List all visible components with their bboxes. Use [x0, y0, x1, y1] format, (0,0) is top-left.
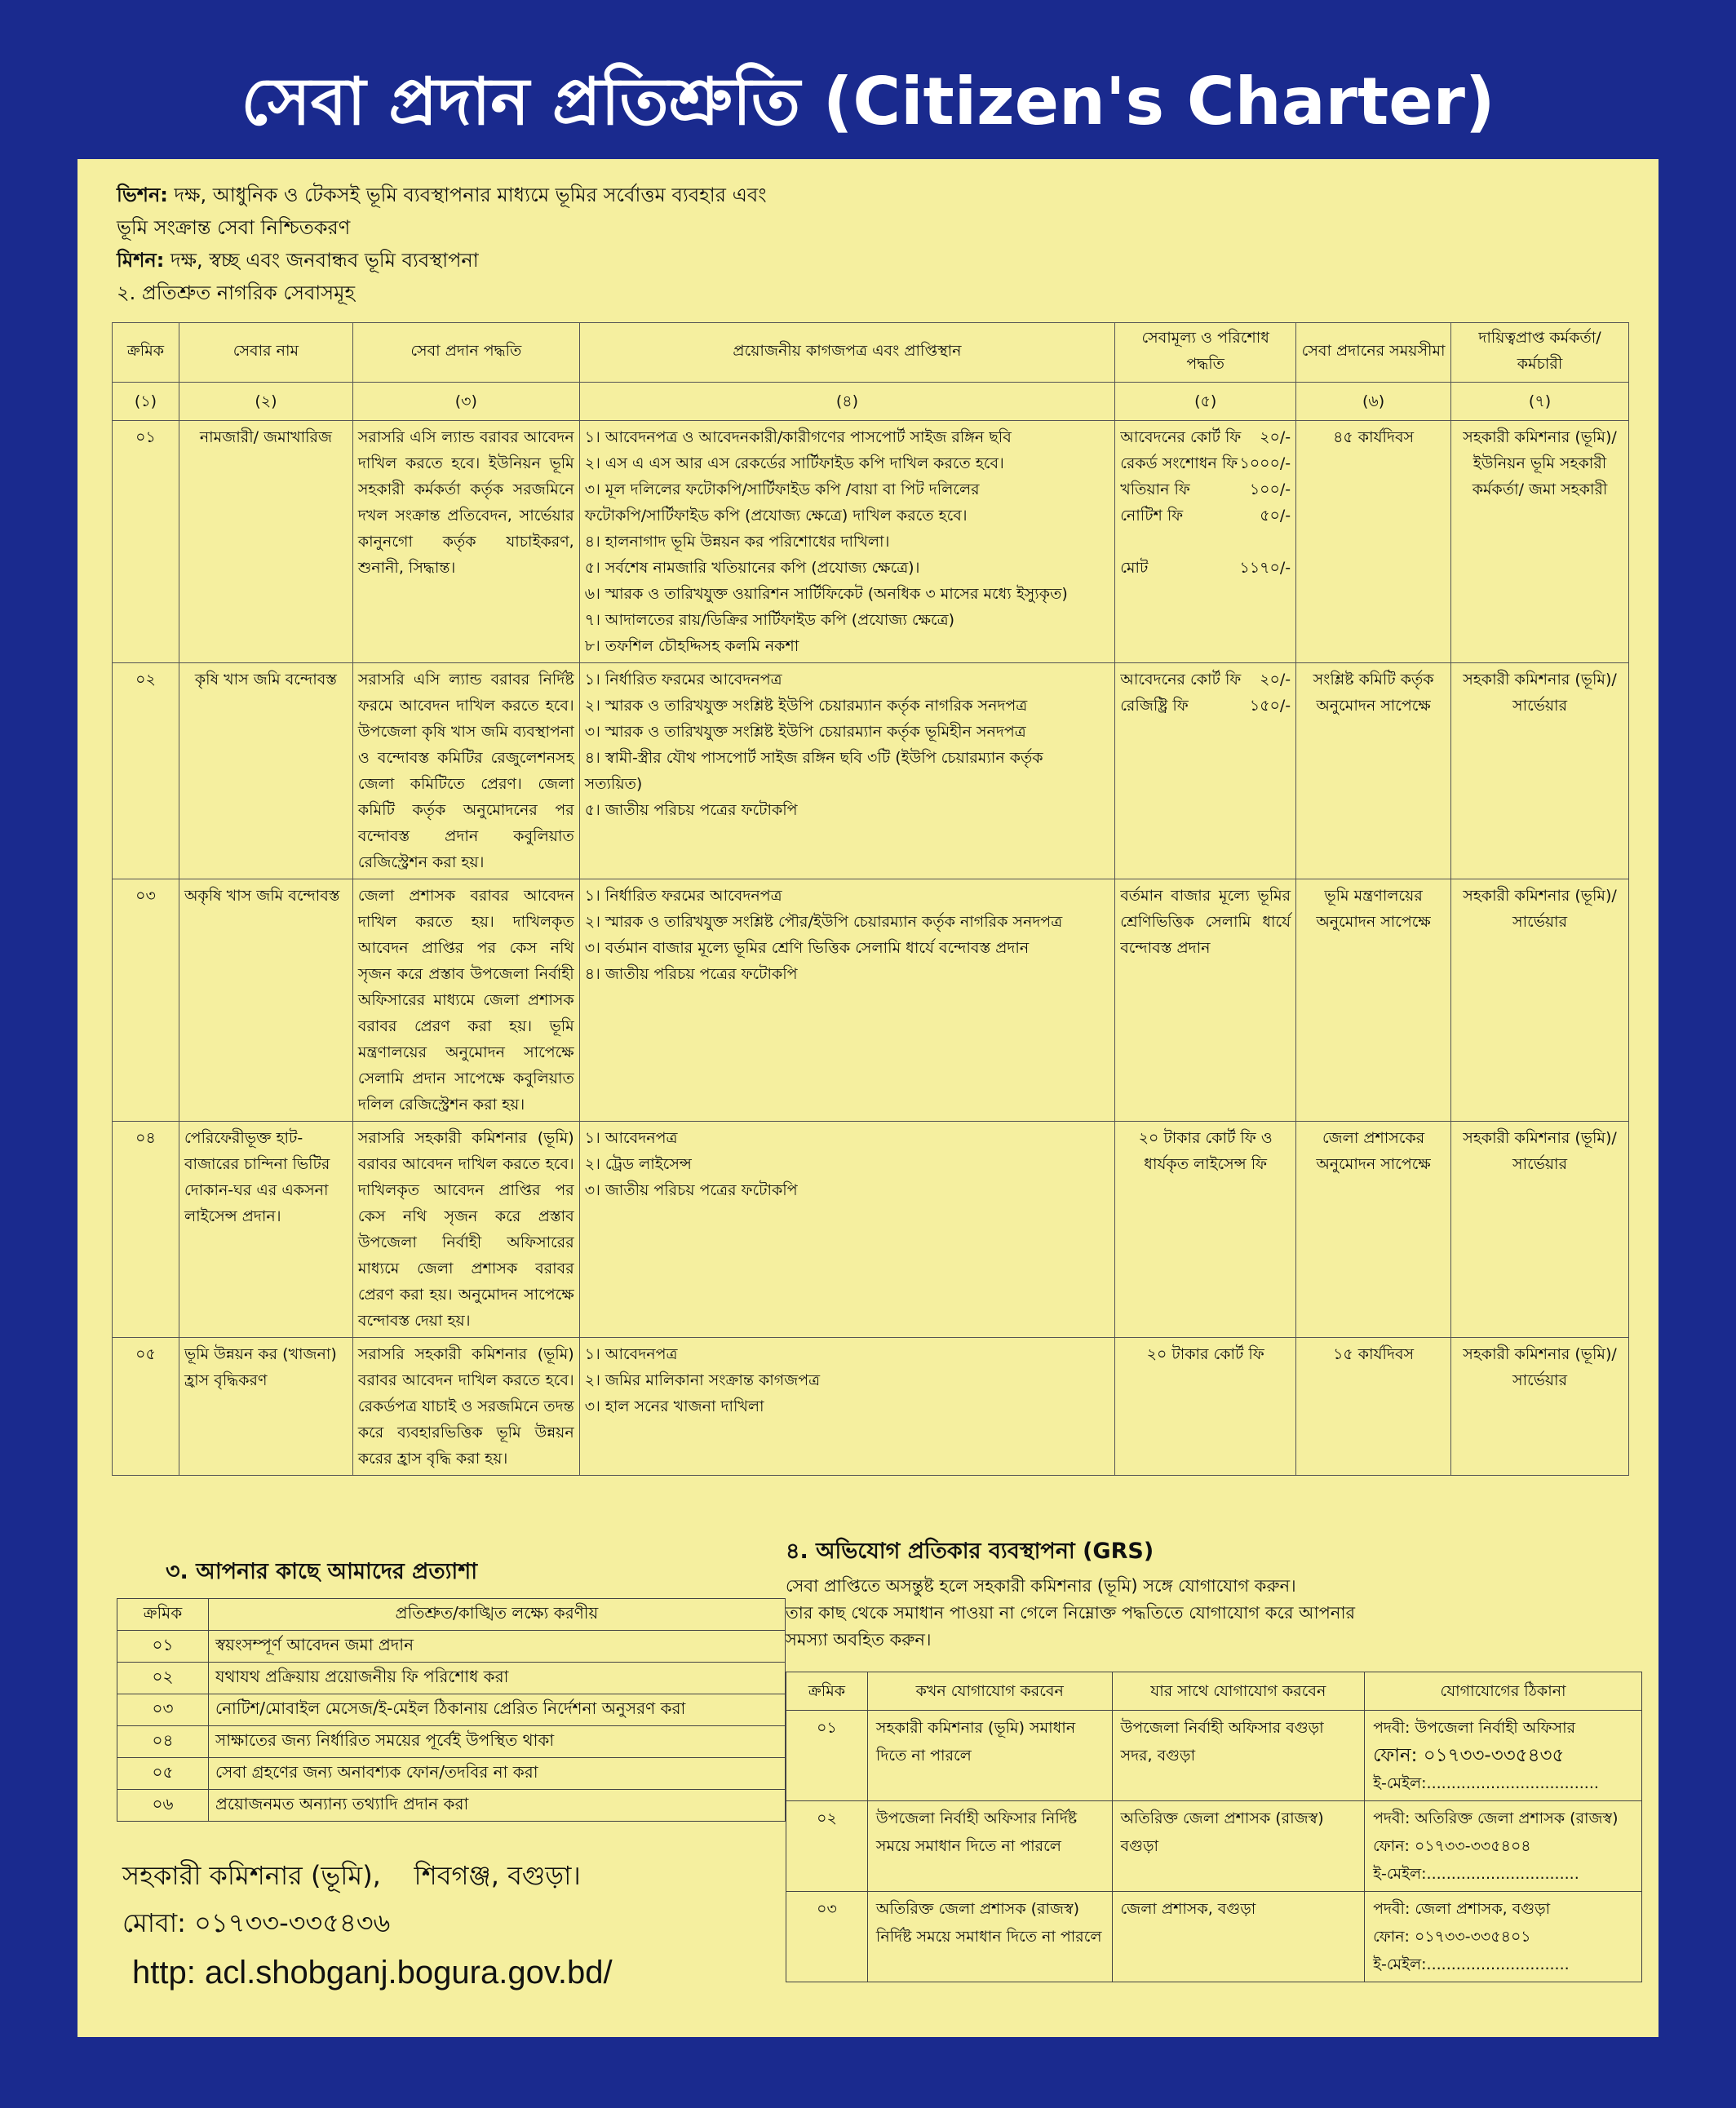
header-docs: প্রয়োজনীয় কাগজপত্র এবং প্রাপ্তিস্থান: [579, 323, 1115, 383]
doc-item: ২। এস এ এস আর এস রেকর্ডের সার্টিফাইড কপি দাখিল করতে হবে।: [584, 454, 1004, 472]
service-time: জেলা প্রশাসকের অনুমোদন সাপেক্ষে: [1296, 1122, 1451, 1338]
expectation-row: [117, 1694, 786, 1726]
expectation-text: যথাযথ প্রক্রিয়ায় প্রয়োজনীয় ফি পরিশোধ করা: [209, 1663, 786, 1694]
fee-label: মোট: [1120, 559, 1149, 577]
header-time: সেবা প্রদানের সময়সীমা: [1296, 323, 1451, 383]
service-method: জেলা প্রশাসক বরাবর আবেদন দাখিল করতে হয়। দাখিলকৃত আবেদন প্রাপ্তির পর কেস নথি সৃজন করে প্রস্তাব উপজেলা নির্বাহী অফিসারের মাধ্যমে জেলা প্রশাসক বরাবর প্রেরণ করা হয়। ভূমি মন্ত্রণালয়ের অনুমোদন সাপেক্ষে সেলামি প্রদান সাপেক্ষে কবুলিয়াত দলিল রেজিস্ট্রেশন করা হয়।: [352, 879, 579, 1122]
service-officer: সহকারী কমিশনার (ভূমি)/ সার্ভেয়ার: [1451, 1338, 1629, 1476]
doc-item: ১। নির্ধারিত ফরমের আবেদনপত্র: [584, 671, 782, 689]
grs-row: [786, 1892, 1642, 1982]
fee-item: [1120, 503, 1291, 529]
doc-item: ৫। সর্বশেষ নামজারি খতিয়ানের কপি (প্রযোজ্য ক্ষেত্রে)।: [584, 559, 920, 577]
service-name: ভূমি উন্নয়ন কর (খাজনা) হ্রাস বৃদ্ধিকরণ: [179, 1338, 352, 1476]
grs-whom: জেলা প্রশাসক, বগুড়া: [1112, 1892, 1365, 1982]
fee-amount: ১১৭০/-: [1239, 559, 1291, 577]
fee-text: ২০ টাকার কোর্ট ফি ও ধার্যকৃত লাইসেন্স ফি: [1138, 1129, 1273, 1173]
grs-row: [786, 1801, 1642, 1892]
expectation-sl: ০১: [117, 1631, 209, 1663]
grs-desc-line: সেবা প্রাপ্তিতে অসন্তুষ্ট হলে সহকারী কমিশনার (ভূমি) সঙ্গে যোগাযোগ করুন।: [786, 1576, 1296, 1596]
page-title: সেবা প্রদান প্রতিশ্রুতি (Citizen's Charter): [241, 64, 1495, 140]
col-number: (৪): [579, 383, 1115, 421]
service-fee: [1115, 879, 1296, 1122]
fee-item: [1120, 424, 1291, 450]
mission-line: [117, 244, 1626, 277]
grs-title: ৪. অভিযোগ প্রতিকার ব্যবস্থাপনা (GRS): [786, 1539, 1154, 1564]
grs-table: [786, 1672, 1642, 1982]
expectation-sl: ০৫: [117, 1758, 209, 1790]
mission-text: দক্ষ, স্বচ্ছ এবং জনবান্ধব ভূমি ব্যবস্থাপনা: [164, 249, 479, 272]
service-docs: [579, 1122, 1115, 1338]
service-officer: সহকারী কমিশনার (ভূমি)/ ইউনিয়ন ভূমি সহকারী কর্মকর্তা/ জমা সহকারী: [1451, 421, 1629, 663]
fee-amount: ১৫০/-: [1249, 697, 1291, 715]
col-number: (৩): [352, 383, 579, 421]
expectation-text: সেবা গ্রহণের জন্য অনাবশ্যক ফোন/তদবির না করা: [209, 1758, 786, 1790]
header-fee: সেবামূল্য ও পরিশোধ পদ্ধতি: [1115, 323, 1296, 383]
grs-whom: অতিরিক্ত জেলা প্রশাসক (রাজস্ব) বগুড়া: [1112, 1801, 1365, 1892]
service-name: কৃষি খাস জমি বন্দোবস্ত: [179, 663, 352, 879]
grs-when: অতিরিক্ত জেলা প্রশাসক (রাজস্ব) নির্দিষ্ট সময়ে সমাধান দিতে না পারলে: [867, 1892, 1112, 1982]
service-method: সরাসরি এসি ল্যান্ড বরাবর নির্দিষ্ট ফরমে আবেদন দাখিল করতে হবে। উপজেলা কৃষি খাস জমি ব্যবস্থাপনা ও বন্দোবস্ত কমিটির রেজুলেশনসহ জেলা কমিটিতে প্রেরণ। জেলা কমিটি কর্তৃক অনুমোদনের পর বন্দোবস্ত প্রদান কবুলিয়াত রেজিস্ট্রেশন করা হয়।: [352, 663, 579, 879]
service-name: অকৃষি খাস জমি বন্দোবস্ত: [179, 879, 352, 1122]
services-table: [112, 322, 1629, 1476]
grs-whom: উপজেলা নির্বাহী অফিসার বগুড়া সদর, বগুড়া: [1112, 1711, 1365, 1801]
mission-label: মিশন:: [117, 249, 165, 272]
vision-text: দক্ষ, আধুনিক ও টেকসই ভূমি ব্যবস্থাপনার মাধ্যমে ভূমির সর্বোত্তম ব্যবহার এবং: [167, 184, 767, 206]
service-row: [113, 1338, 1629, 1476]
doc-item: ১। নির্ধারিত ফরমের আবেদনপত্র: [584, 887, 782, 905]
service-method: সরাসরি সহকারী কমিশনার (ভূমি) বরাবর আবেদন দাখিল করতে হবে। রেকর্ডপত্র যাচাই ও সরজমিনে তদন্ত করে ব্যবহারভিত্তিক ভূমি উন্নয়ন করের হ্রাস বৃদ্ধি করা হয়।: [352, 1338, 579, 1476]
service-name: নামজারী/ জমাখারিজ: [179, 421, 352, 663]
header-sl: ক্রমিক: [113, 323, 179, 383]
vision-line: [117, 179, 1626, 211]
expectation-row: [117, 1726, 786, 1758]
expectation-row: [117, 1631, 786, 1663]
fee-item: [1120, 529, 1291, 555]
grs-address: [1365, 1801, 1642, 1892]
service-time: ৪৫ কার্যদিবস: [1296, 421, 1451, 663]
fee-label: রেজিষ্ট্রি ফি: [1120, 697, 1189, 715]
grs-sl: ০২: [786, 1801, 868, 1892]
doc-item: সত্যয়িত): [584, 775, 643, 793]
fee-label: খতিয়ান ফি: [1120, 480, 1190, 498]
fee-label: আবেদনের কোর্ট ফি: [1120, 671, 1242, 689]
grs-phone: ফোন: ০১৭৩৩-৩৩৫৪৩৫: [1373, 1745, 1565, 1766]
doc-item: ২। স্মারক ও তারিখযুক্ত সংশ্লিষ্ট পৌর/ইউপি চেয়ারম্যান কর্তৃক নাগরিক সনদপত্র: [584, 913, 1063, 931]
services-header-row: [113, 323, 1629, 383]
doc-item: ১। আবেদনপত্র: [584, 1345, 678, 1363]
column-number-row: [113, 383, 1629, 421]
header-method: সেবা প্রদান পদ্ধতি: [352, 323, 579, 383]
office-mobile: মোবা: ০১৭৩৩-৩৩৫৪৩৬: [122, 1907, 391, 1938]
service-method: সরাসরি সহকারী কমিশনার (ভূমি) বরাবর আবেদন দাখিল করতে হবে। দাখিলকৃত আবেদন প্রাপ্তির পর কেস নথি সৃজন করে প্রস্তাব উপজেলা নির্বাহী অফিসারের মাধ্যমে জেলা প্রশাসক বরাবর প্রেরণ করা হয়। অনুমোদন সাপেক্ষে বন্দোবস্ত দেয়া হয়।: [352, 1122, 579, 1338]
service-row: [113, 879, 1629, 1122]
vision-line-2: ভূমি সংক্রান্ত সেবা নিশ্চিতকরণ: [117, 216, 351, 239]
fee-label: নোটিশ ফি: [1120, 507, 1184, 525]
header-action: প্রতিশ্রুত/কাঙ্খিত লক্ষ্যে করণীয়: [209, 1599, 786, 1631]
doc-item: ৩। হাল সনের খাজনা দাখিলা: [584, 1397, 764, 1415]
doc-item: ২। স্মারক ও তারিখযুক্ত সংশ্লিষ্ট ইউপি চেয়ারম্যান কর্তৃক নাগরিক সনদপত্র: [584, 697, 1028, 715]
fee-item: [1120, 693, 1291, 719]
fee-label: রেকর্ড সংশোধন ফি: [1120, 454, 1238, 472]
expectation-sl: ০৪: [117, 1726, 209, 1758]
service-fee: [1115, 1122, 1296, 1338]
grs-address: [1365, 1892, 1642, 1982]
header-sl: ক্রমিক: [786, 1672, 868, 1711]
header-when: কখন যোগাযোগ করবেন: [867, 1672, 1112, 1711]
doc-item: ৪। স্বামী-স্ত্রীর যৌথ পাসপোর্ট সাইজ রঙ্গিন ছবি ৩টি (ইউপি চেয়ারম্যান কর্তৃক: [584, 749, 1043, 767]
grs-sl: ০৩: [786, 1892, 868, 1982]
service-time: সংশ্লিষ্ট কমিটি কর্তৃক অনুমোদন সাপেক্ষে: [1296, 663, 1451, 879]
fee-amount: ২০/-: [1260, 428, 1291, 446]
expectation-text: প্রয়োজনমত অন্যান্য তথ্যাদি প্রদান করা: [209, 1790, 786, 1822]
col-number: (৬): [1296, 383, 1451, 421]
doc-item: ৪। হালনাগাদ ভূমি উন্নয়ন কর পরিশোধের দাখিলা।: [584, 533, 890, 551]
expectations-section: [117, 1554, 818, 1822]
fee-label: আবেদনের কোর্ট ফি: [1120, 428, 1242, 446]
grs-designation: পদবী: জেলা প্রশাসক, বগুড়া: [1373, 1900, 1551, 1918]
doc-item: ৮। তফশিল চৌহদ্দিসহ কলমি নকশা: [584, 637, 799, 655]
doc-item: ৪। জাতীয় পরিচয় পত্রের ফটোকপি: [584, 965, 798, 983]
doc-item: ১। আবেদনপত্র ও আবেদনকারী/কারীগণের পাসপোর্ট সাইজ রঙ্গিন ছবি: [584, 428, 1012, 446]
col-number: (২): [179, 383, 352, 421]
grs-when: সহকারী কমিশনার (ভূমি) সমাধান দিতে না পারলে: [867, 1711, 1112, 1801]
col-number: (১): [113, 383, 179, 421]
doc-item: ৩। জাতীয় পরিচয় পত্রের ফটোকপি: [584, 1181, 798, 1199]
doc-item: ৬। স্মারক ও তারিখযুক্ত ওয়ারিশন সার্টিফিকেট (অনধিক ৩ মাসের মধ্যে ইস্যুকৃত): [584, 585, 1068, 603]
doc-item: ৩। মূল দলিলের ফটোকপি/সার্টিফাইড কপি /বায়া বা পিট দলিলের: [584, 480, 980, 498]
expectation-sl: ০৬: [117, 1790, 209, 1822]
doc-item: ৫। জাতীয় পরিচয় পত্রের ফটোকপি: [584, 801, 798, 819]
expectation-row: [117, 1758, 786, 1790]
grs-header-row: [786, 1672, 1642, 1711]
col-number: (৫): [1115, 383, 1296, 421]
grs-sl: ০১: [786, 1711, 868, 1801]
service-fee: [1115, 1338, 1296, 1476]
grs-email: ই-মেইল:...............................: [1373, 1865, 1579, 1883]
service-row: [113, 421, 1629, 663]
grs-description: [786, 1573, 1626, 1654]
doc-item: ২। ট্রেড লাইসেন্স: [584, 1155, 692, 1173]
service-fee: [1115, 421, 1296, 663]
service-row: [113, 663, 1629, 879]
doc-item: ২। জমির মালিকানা সংক্রান্ত কাগজপত্র: [584, 1371, 821, 1389]
service-docs: [579, 421, 1115, 663]
grs-phone: ফোন: ০১৭৩৩-৩৩৫৪০১: [1373, 1928, 1531, 1946]
expectations-table: [117, 1598, 786, 1822]
intro-block: [117, 179, 1626, 309]
doc-item: ৩। স্মারক ও তারিখযুক্ত সংশ্লিষ্ট ইউপি চেয়ারম্যান কর্তৃক ভূমিহীন সনদপত্র: [584, 723, 1026, 741]
service-name: পেরিফেরীভূক্ত হাট-বাজারের চান্দিনা ভিটির দোকান-ঘর এর একসনা লাইসেন্স প্রদান।: [179, 1122, 352, 1338]
expectation-text: সাক্ষাতের জন্য নির্ধারিত সময়ের পূর্বেই উপস্থিত থাকা: [209, 1726, 786, 1758]
grs-designation: পদবী: অতিরিক্ত জেলা প্রশাসক (রাজস্ব): [1373, 1809, 1619, 1827]
grs-section: [786, 1534, 1642, 1982]
content-panel: [78, 159, 1658, 2037]
doc-item: ১। আবেদনপত্র: [584, 1129, 678, 1147]
doc-item: ৩। বর্তমান বাজার মূল্যে ভূমির শ্রেণি ভিত্তিক সেলামি ধার্যে বন্দোবস্ত প্রদান: [584, 939, 1030, 957]
doc-item: ফটোকপি/সার্টিফাইড কপি (প্রযোজ্য ক্ষেত্রে) দাখিল করতে হবে।: [584, 507, 968, 525]
service-row: [113, 1122, 1629, 1338]
grs-row: [786, 1711, 1642, 1801]
fee-amount: ২০/-: [1260, 671, 1291, 689]
service-sl: ০২: [113, 663, 179, 879]
fee-text: বর্তমান বাজার মূল্যে ভূমির শ্রেণিভিত্তিক সেলামি ধার্যে বন্দোবস্ত প্রদান: [1120, 887, 1291, 957]
fee-amount: ৫০/-: [1260, 507, 1291, 525]
grs-desc-line: সমস্যা অবহিত করুন।: [786, 1630, 932, 1650]
fee-text: ২০ টাকার কোর্ট ফি: [1146, 1345, 1264, 1363]
fee-item: [1120, 476, 1291, 503]
expectation-row: [117, 1790, 786, 1822]
service-officer: সহকারী কমিশনার (ভূমি)/ সার্ভেয়ার: [1451, 663, 1629, 879]
service-time: ভূমি মন্ত্রণালয়ের অনুমোদন সাপেক্ষে: [1296, 879, 1451, 1122]
service-method: সরাসরি এসি ল্যান্ড বরাবর আবেদন দাখিল করতে হবে। ইউনিয়ন ভূমি সহকারী কর্মকর্তা কর্তৃক সরজমিনে দখল সংক্রান্ত প্রতিবেদন, সার্ভেয়ার কানুনগো কর্তৃক যাচাইকরণ, শুনানী, সিদ্ধান্ত।: [352, 421, 579, 663]
grs-email: ই-মেইল:.............................: [1373, 1955, 1570, 1973]
header-sl: ক্রমিক: [117, 1599, 209, 1631]
office-footer: [122, 1852, 613, 1999]
grs-desc-line: তার কাছ থেকে সমাধান পাওয়া না গেলে নিম্নোক্ত পদ্ধতিতে যোগাযোগ করে আপনার: [786, 1603, 1356, 1623]
fee-amount: ১০০/-: [1249, 480, 1291, 498]
doc-item: ৭। আদালতের রায়/ডিক্রির সার্টিফাইড কপি (প্রযোজ্য ক্ষেত্রে): [584, 611, 955, 629]
grs-phone: ফোন: ০১৭৩৩-৩৩৫৪০৪: [1373, 1837, 1531, 1855]
expectation-text: নোটিশ/মোবাইল মেসেজ/ই-মেইল ঠিকানায় প্রেরিত নির্দেশনা অনুসরণ করা: [209, 1694, 786, 1726]
service-sl: ০৪: [113, 1122, 179, 1338]
expectations-header-row: [117, 1599, 786, 1631]
service-sl: ০১: [113, 421, 179, 663]
service-docs: [579, 663, 1115, 879]
service-sl: ০৩: [113, 879, 179, 1122]
expectation-sl: ০৩: [117, 1694, 209, 1726]
vision-label: ভিশন:: [117, 184, 168, 206]
grs-email: ই-মেইল:...................................: [1373, 1774, 1599, 1792]
office-website-link[interactable]: http: acl.shobganj.bogura.gov.bd/: [132, 1955, 613, 1991]
service-officer: সহকারী কমিশনার (ভূমি)/ সার্ভেয়ার: [1451, 879, 1629, 1122]
grs-address: [1365, 1711, 1642, 1801]
service-sl: ০৫: [113, 1338, 179, 1476]
fee-item: [1120, 450, 1291, 476]
col-number: (৭): [1451, 383, 1629, 421]
service-time: ১৫ কার্যদিবস: [1296, 1338, 1451, 1476]
expectation-text: স্বয়ংসম্পূর্ণ আবেদন জমা প্রদান: [209, 1631, 786, 1663]
expectation-row: [117, 1663, 786, 1694]
fee-item: [1120, 555, 1291, 581]
expectation-sl: ০২: [117, 1663, 209, 1694]
expectations-title: ৩. আপনার কাছে আমাদের প্রত্যাশা: [166, 1559, 478, 1584]
header-name: সেবার নাম: [179, 323, 352, 383]
header-whom: যার সাথে যোগাযোগ করবেন: [1112, 1672, 1365, 1711]
grs-when: উপজেলা নির্বাহী অফিসার নির্দিষ্ট সময়ে সমাধান দিতে না পারলে: [867, 1801, 1112, 1892]
office-name: সহকারী কমিশনার (ভূমি), শিবগঞ্জ, বগুড়া।: [122, 1860, 581, 1891]
service-fee: [1115, 663, 1296, 879]
fee-item: [1120, 666, 1291, 693]
fee-amount: ১০০০/-: [1239, 454, 1291, 472]
service-docs: [579, 1338, 1115, 1476]
service-docs: [579, 879, 1115, 1122]
service-officer: সহকারী কমিশনার (ভূমি)/ সার্ভেয়ার: [1451, 1122, 1629, 1338]
section2-title: ২. প্রতিশ্রুত নাগরিক সেবাসমূহ: [117, 281, 356, 304]
header-officer: দায়িত্বপ্রাপ্ত কর্মকর্তা/কর্মচারী: [1451, 323, 1629, 383]
header-address: যোগাযোগের ঠিকানা: [1365, 1672, 1642, 1711]
grs-designation: পদবী: উপজেলা নির্বাহী অফিসার: [1373, 1719, 1576, 1737]
